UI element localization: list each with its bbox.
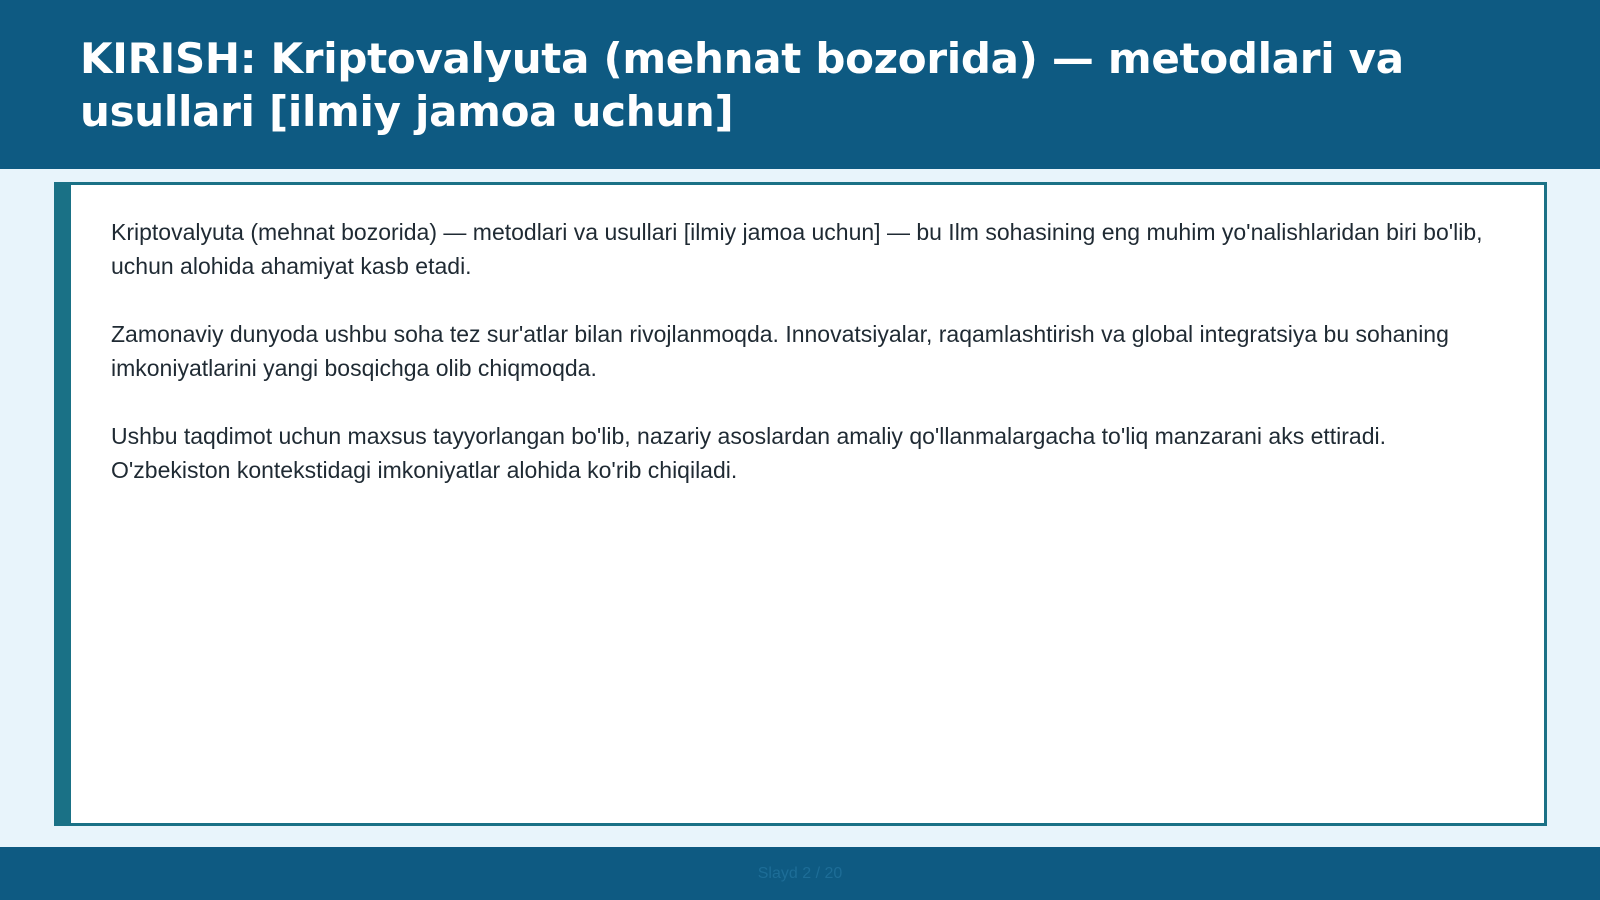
content-paragraph-1: Kriptovalyuta (mehnat bozorida) — metodlari va usullari [ilmiy jamoa uchun] — bu Ilm sohasining eng muhim yo'nalishlaridan biri bo'lib, uchun alohida ahamiyat kasb etadi. — [111, 219, 1483, 279]
slide-footer — [0, 847, 1600, 900]
content-card — [54, 182, 1547, 826]
slide-title: KIRISH: Kriptovalyuta (mehnat bozorida) — metodlari va usullari [ilmiy jamoa uchun] — [80, 34, 1404, 136]
content-paragraph-3: Ushbu taqdimot uchun maxsus tayyorlangan bo'lib, nazariy asoslardan amaliy qo'llanmalargacha to'liq manzarani aks ettiradi. O'zbekiston kontekstidagi imkoniyatlar alohida ko'rib chiqiladi. — [111, 423, 1387, 483]
slide-header — [0, 0, 1600, 169]
content-paragraph-2: Zamonaviy dunyoda ushbu soha tez sur'atlar bilan rivojlanmoqda. Innovatsiyalar, raqamlashtirish va global integratsiya bu sohaning imkoniyatlarini yangi bosqichga olib chiqmoqda. — [111, 321, 1449, 381]
slide-number: Slayd 2 / 20 — [757, 865, 843, 882]
